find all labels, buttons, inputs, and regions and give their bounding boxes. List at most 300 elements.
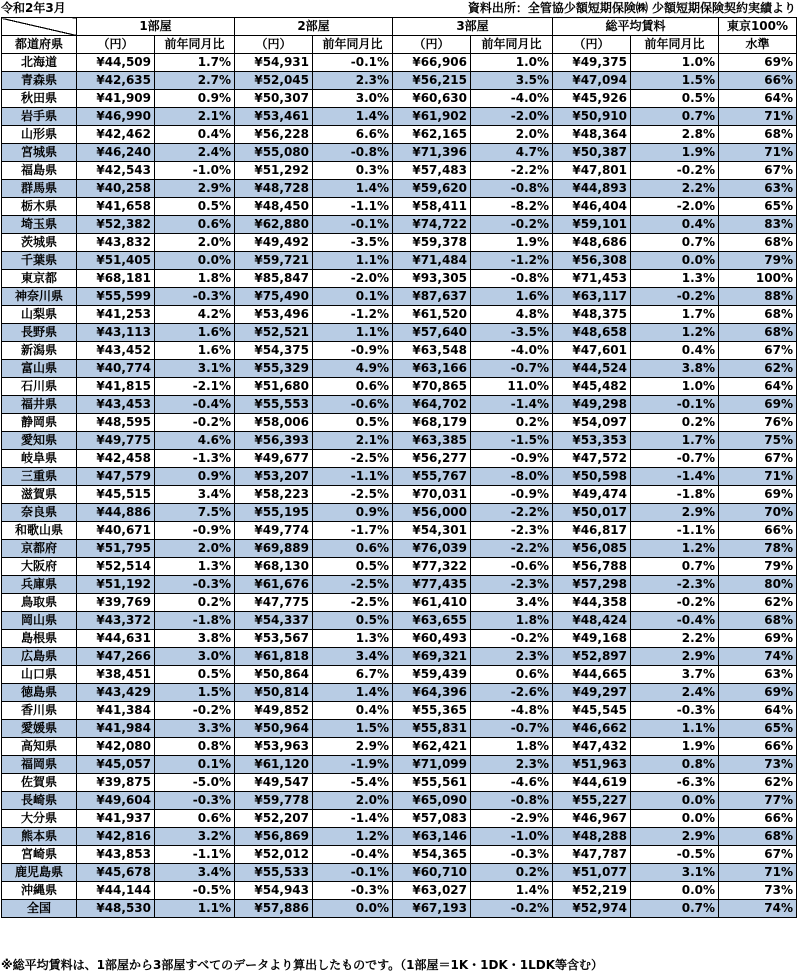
yoy-3-cell: -8.0% <box>471 468 553 486</box>
rent-3-cell: ¥57,640 <box>393 324 471 342</box>
pref-cell: 熊本県 <box>2 828 77 846</box>
avg-rent-cell: ¥55,227 <box>553 792 631 810</box>
yoy-avg-cell: 0.4% <box>631 216 719 234</box>
avg-rent-cell: ¥56,788 <box>553 558 631 576</box>
pref-cell: 鳥取県 <box>2 594 77 612</box>
yoy-avg-cell: 2.8% <box>631 126 719 144</box>
header-row-2 <box>2 36 797 54</box>
yoy-1-cell: -1.3% <box>155 450 235 468</box>
avg-rent-cell: ¥48,288 <box>553 828 631 846</box>
yoy-1-cell: 3.4% <box>155 864 235 882</box>
yoy-1-cell: 2.9% <box>155 180 235 198</box>
yoy-1-cell: 3.2% <box>155 828 235 846</box>
rent-1-cell: ¥40,774 <box>77 360 155 378</box>
yoy-2-cell: 0.5% <box>313 558 393 576</box>
rent-2-cell: ¥61,818 <box>235 648 313 666</box>
avg-rent-cell: ¥51,963 <box>553 756 631 774</box>
yoy-avg-cell: 0.0% <box>631 252 719 270</box>
pref-cell: 神奈川県 <box>2 288 77 306</box>
pref-cell: 全国 <box>2 900 77 918</box>
yoy-2-cell: 3.4% <box>313 648 393 666</box>
table-row <box>2 324 797 342</box>
rent-3-cell: ¥63,146 <box>393 828 471 846</box>
rent-2-cell: ¥55,195 <box>235 504 313 522</box>
pref-cell: 和歌山県 <box>2 522 77 540</box>
yoy-1-cell: 4.2% <box>155 306 235 324</box>
yoy-3-cell: -0.7% <box>471 720 553 738</box>
pref-cell: 岩手県 <box>2 108 77 126</box>
yoy-3-cell: 4.8% <box>471 306 553 324</box>
rent-2-cell: ¥47,775 <box>235 594 313 612</box>
yoy-avg-cell: 1.7% <box>631 432 719 450</box>
yoy-1-cell: 3.8% <box>155 630 235 648</box>
yoy-avg-cell: 1.2% <box>631 324 719 342</box>
yoy-avg-cell: -2.3% <box>631 576 719 594</box>
yoy-3-cell: 0.6% <box>471 666 553 684</box>
rent-2-cell: ¥56,869 <box>235 828 313 846</box>
yoy-1-cell: 1.6% <box>155 342 235 360</box>
yoy-3-cell: -3.5% <box>471 324 553 342</box>
rent-3-cell: ¥61,902 <box>393 108 471 126</box>
pref-cell: 奈良県 <box>2 504 77 522</box>
tokyo-level-cell: 68% <box>719 234 797 252</box>
yoy-3-cell: 1.4% <box>471 882 553 900</box>
avg-rent-cell: ¥44,524 <box>553 360 631 378</box>
yoy-2-cell: 2.3% <box>313 72 393 90</box>
yoy-2-cell: 0.6% <box>313 540 393 558</box>
yoy-avg-cell: 3.1% <box>631 864 719 882</box>
yoy-3-cell: -0.8% <box>471 180 553 198</box>
yoy-avg-cell: 1.1% <box>631 720 719 738</box>
pref-cell: 千葉県 <box>2 252 77 270</box>
rent-1-cell: ¥40,258 <box>77 180 155 198</box>
rent-2-cell: ¥56,393 <box>235 432 313 450</box>
yoy-2-cell: -0.1% <box>313 864 393 882</box>
rent-3-cell: ¥57,083 <box>393 810 471 828</box>
table-row <box>2 774 797 792</box>
rent-1-cell: ¥45,515 <box>77 486 155 504</box>
yoy-2-cell: 0.0% <box>313 900 393 918</box>
yoy-2-cell: -1.2% <box>313 306 393 324</box>
rent-2-cell: ¥50,864 <box>235 666 313 684</box>
tokyo-level-cell: 69% <box>719 396 797 414</box>
yoy-avg-cell: -0.3% <box>631 702 719 720</box>
tokyo-level-cell: 67% <box>719 342 797 360</box>
rent-2-cell: ¥52,012 <box>235 846 313 864</box>
rent-3-cell: ¥59,439 <box>393 666 471 684</box>
tokyo-level-cell: 79% <box>719 252 797 270</box>
rent-2-cell: ¥49,547 <box>235 774 313 792</box>
source-label: 資料出所：全管協少額短期保険㈱ 少額短期保険契約実績より <box>467 1 796 15</box>
yoy-1-cell: 3.0% <box>155 648 235 666</box>
pref-cell: 福岡県 <box>2 756 77 774</box>
rent-1-cell: ¥55,599 <box>77 288 155 306</box>
rent-1-cell: ¥51,795 <box>77 540 155 558</box>
tokyo-level-cell: 63% <box>719 180 797 198</box>
yoy-avg-cell: 2.9% <box>631 828 719 846</box>
yoy-1-cell: 1.3% <box>155 558 235 576</box>
yoy-1-cell: 2.1% <box>155 108 235 126</box>
footnote: ※総平均賃料は、1部屋から3部屋すべてのデータより算出したものです。（1部屋＝1K・1DK・1LDK等含む） <box>1 958 604 972</box>
rent-2-cell: ¥53,461 <box>235 108 313 126</box>
tokyo-level-cell: 100% <box>719 270 797 288</box>
yoy-avg-cell: 0.0% <box>631 882 719 900</box>
rent-3-cell: ¥70,031 <box>393 486 471 504</box>
header-yoy-2: 前年同月比 <box>313 36 393 54</box>
tokyo-level-cell: 62% <box>719 360 797 378</box>
pref-cell: 岐阜県 <box>2 450 77 468</box>
rent-2-cell: ¥53,963 <box>235 738 313 756</box>
yoy-avg-cell: 1.7% <box>631 306 719 324</box>
table-row <box>2 828 797 846</box>
rent-3-cell: ¥64,396 <box>393 684 471 702</box>
pref-cell: 京都府 <box>2 540 77 558</box>
yoy-avg-cell: 2.9% <box>631 504 719 522</box>
table-row <box>2 198 797 216</box>
yoy-3-cell: 0.2% <box>471 414 553 432</box>
pref-cell: 大阪府 <box>2 558 77 576</box>
yoy-3-cell: -4.0% <box>471 342 553 360</box>
table-row <box>2 630 797 648</box>
table-row <box>2 180 797 198</box>
rent-3-cell: ¥56,277 <box>393 450 471 468</box>
yoy-2-cell: -3.5% <box>313 234 393 252</box>
yoy-1-cell: -0.2% <box>155 702 235 720</box>
rent-2-cell: ¥54,375 <box>235 342 313 360</box>
yoy-2-cell: -0.3% <box>313 882 393 900</box>
avg-rent-cell: ¥48,686 <box>553 234 631 252</box>
rent-3-cell: ¥62,165 <box>393 126 471 144</box>
table-row <box>2 72 797 90</box>
table-row <box>2 252 797 270</box>
yoy-1-cell: 1.7% <box>155 54 235 72</box>
yoy-avg-cell: 0.2% <box>631 414 719 432</box>
rent-3-cell: ¥65,090 <box>393 792 471 810</box>
yoy-1-cell: -0.2% <box>155 414 235 432</box>
yoy-3-cell: -0.2% <box>471 900 553 918</box>
pref-cell: 高知県 <box>2 738 77 756</box>
yoy-3-cell: -0.2% <box>471 216 553 234</box>
rent-2-cell: ¥69,889 <box>235 540 313 558</box>
yoy-2-cell: 2.0% <box>313 792 393 810</box>
yoy-3-cell: 1.6% <box>471 288 553 306</box>
rent-1-cell: ¥41,984 <box>77 720 155 738</box>
table-row <box>2 756 797 774</box>
avg-rent-cell: ¥50,910 <box>553 108 631 126</box>
yoy-3-cell: -8.2% <box>471 198 553 216</box>
yoy-1-cell: 0.8% <box>155 738 235 756</box>
pref-cell: 栃木県 <box>2 198 77 216</box>
yoy-avg-cell: -0.2% <box>631 162 719 180</box>
rent-1-cell: ¥46,240 <box>77 144 155 162</box>
rent-2-cell: ¥54,931 <box>235 54 313 72</box>
rent-1-cell: ¥42,816 <box>77 828 155 846</box>
avg-rent-cell: ¥49,298 <box>553 396 631 414</box>
tokyo-level-cell: 64% <box>719 702 797 720</box>
tokyo-level-cell: 67% <box>719 846 797 864</box>
yoy-2-cell: -1.9% <box>313 756 393 774</box>
rent-1-cell: ¥42,635 <box>77 72 155 90</box>
table-row <box>2 144 797 162</box>
pref-cell: 静岡県 <box>2 414 77 432</box>
tokyo-level-cell: 78% <box>719 540 797 558</box>
yoy-2-cell: -2.5% <box>313 450 393 468</box>
header-1-room: 1部屋 <box>77 18 235 36</box>
yoy-1-cell: 1.6% <box>155 324 235 342</box>
rent-2-cell: ¥68,130 <box>235 558 313 576</box>
pref-cell: 岡山県 <box>2 612 77 630</box>
yoy-2-cell: -1.7% <box>313 522 393 540</box>
rent-2-cell: ¥50,964 <box>235 720 313 738</box>
yoy-3-cell: 3.5% <box>471 72 553 90</box>
avg-rent-cell: ¥48,364 <box>553 126 631 144</box>
yoy-3-cell: -0.6% <box>471 558 553 576</box>
pref-cell: 福島県 <box>2 162 77 180</box>
yoy-1-cell: 1.1% <box>155 900 235 918</box>
yoy-avg-cell: -0.7% <box>631 450 719 468</box>
yoy-3-cell: -1.0% <box>471 828 553 846</box>
table-row <box>2 792 797 810</box>
rent-3-cell: ¥62,421 <box>393 738 471 756</box>
tokyo-level-cell: 62% <box>719 594 797 612</box>
tokyo-level-cell: 70% <box>719 504 797 522</box>
rent-1-cell: ¥44,144 <box>77 882 155 900</box>
yoy-2-cell: 1.1% <box>313 252 393 270</box>
yoy-2-cell: -0.1% <box>313 54 393 72</box>
pref-cell: 宮城県 <box>2 144 77 162</box>
tokyo-level-cell: 77% <box>719 792 797 810</box>
tokyo-level-cell: 68% <box>719 324 797 342</box>
rent-3-cell: ¥93,305 <box>393 270 471 288</box>
yoy-3-cell: -1.2% <box>471 252 553 270</box>
table-row <box>2 162 797 180</box>
rent-2-cell: ¥75,490 <box>235 288 313 306</box>
yoy-2-cell: -2.5% <box>313 576 393 594</box>
tokyo-level-cell: 66% <box>719 522 797 540</box>
table-row <box>2 468 797 486</box>
rent-3-cell: ¥59,378 <box>393 234 471 252</box>
yoy-2-cell: -5.4% <box>313 774 393 792</box>
rent-table <box>1 17 797 918</box>
table-row <box>2 432 797 450</box>
pref-cell: 愛媛県 <box>2 720 77 738</box>
yoy-2-cell: 1.3% <box>313 630 393 648</box>
rent-3-cell: ¥67,193 <box>393 900 471 918</box>
yoy-2-cell: -2.0% <box>313 270 393 288</box>
yoy-avg-cell: -0.2% <box>631 288 719 306</box>
avg-rent-cell: ¥47,432 <box>553 738 631 756</box>
yoy-1-cell: 1.5% <box>155 684 235 702</box>
yoy-3-cell: 2.3% <box>471 756 553 774</box>
yoy-1-cell: -1.1% <box>155 846 235 864</box>
avg-rent-cell: ¥52,897 <box>553 648 631 666</box>
rent-2-cell: ¥52,207 <box>235 810 313 828</box>
rent-2-cell: ¥52,045 <box>235 72 313 90</box>
pref-cell: 長野県 <box>2 324 77 342</box>
yoy-1-cell: -0.3% <box>155 792 235 810</box>
rent-2-cell: ¥53,207 <box>235 468 313 486</box>
rent-3-cell: ¥59,620 <box>393 180 471 198</box>
yoy-1-cell: 0.0% <box>155 252 235 270</box>
rent-2-cell: ¥52,521 <box>235 324 313 342</box>
table-row <box>2 720 797 738</box>
yoy-3-cell: -4.6% <box>471 774 553 792</box>
avg-rent-cell: ¥47,601 <box>553 342 631 360</box>
yoy-1-cell: 0.5% <box>155 666 235 684</box>
yoy-3-cell: -2.6% <box>471 684 553 702</box>
rent-3-cell: ¥60,630 <box>393 90 471 108</box>
yoy-3-cell: -1.4% <box>471 396 553 414</box>
table-row <box>2 882 797 900</box>
avg-rent-cell: ¥49,474 <box>553 486 631 504</box>
yoy-3-cell: 3.4% <box>471 594 553 612</box>
rent-3-cell: ¥55,561 <box>393 774 471 792</box>
pref-cell: 島根県 <box>2 630 77 648</box>
yoy-1-cell: 3.1% <box>155 360 235 378</box>
rent-3-cell: ¥54,365 <box>393 846 471 864</box>
yoy-1-cell: -0.5% <box>155 882 235 900</box>
yoy-3-cell: -2.9% <box>471 810 553 828</box>
rent-2-cell: ¥51,292 <box>235 162 313 180</box>
header-level: 水準 <box>719 36 797 54</box>
yoy-1-cell: 2.0% <box>155 234 235 252</box>
avg-rent-cell: ¥44,358 <box>553 594 631 612</box>
table-row <box>2 360 797 378</box>
tokyo-level-cell: 62% <box>719 774 797 792</box>
yoy-avg-cell: 2.4% <box>631 684 719 702</box>
table-row <box>2 846 797 864</box>
avg-rent-cell: ¥46,817 <box>553 522 631 540</box>
yoy-3-cell: -2.2% <box>471 504 553 522</box>
rent-1-cell: ¥41,909 <box>77 90 155 108</box>
yoy-2-cell: -2.5% <box>313 594 393 612</box>
rent-2-cell: ¥55,553 <box>235 396 313 414</box>
avg-rent-cell: ¥48,424 <box>553 612 631 630</box>
avg-rent-cell: ¥47,801 <box>553 162 631 180</box>
rent-2-cell: ¥49,774 <box>235 522 313 540</box>
tokyo-level-cell: 71% <box>719 108 797 126</box>
avg-rent-cell: ¥46,967 <box>553 810 631 828</box>
rent-3-cell: ¥63,655 <box>393 612 471 630</box>
yoy-3-cell: -4.8% <box>471 702 553 720</box>
pref-cell: 茨城県 <box>2 234 77 252</box>
rent-3-cell: ¥71,099 <box>393 756 471 774</box>
yoy-1-cell: 0.6% <box>155 216 235 234</box>
pref-cell: 埼玉県 <box>2 216 77 234</box>
table-row <box>2 810 797 828</box>
rent-3-cell: ¥58,411 <box>393 198 471 216</box>
yoy-avg-cell: -0.4% <box>631 612 719 630</box>
tokyo-level-cell: 67% <box>719 162 797 180</box>
yoy-2-cell: -0.4% <box>313 846 393 864</box>
tokyo-level-cell: 69% <box>719 486 797 504</box>
header-yoy-avg: 前年同月比 <box>631 36 719 54</box>
rent-1-cell: ¥43,113 <box>77 324 155 342</box>
avg-rent-cell: ¥63,117 <box>553 288 631 306</box>
table-row <box>2 234 797 252</box>
rent-1-cell: ¥46,990 <box>77 108 155 126</box>
yoy-avg-cell: 1.3% <box>631 270 719 288</box>
pref-cell: 東京都 <box>2 270 77 288</box>
yoy-3-cell: 1.8% <box>471 612 553 630</box>
rent-3-cell: ¥61,410 <box>393 594 471 612</box>
rent-1-cell: ¥48,595 <box>77 414 155 432</box>
tokyo-level-cell: 65% <box>719 198 797 216</box>
rent-1-cell: ¥43,832 <box>77 234 155 252</box>
tokyo-level-cell: 73% <box>719 882 797 900</box>
yoy-2-cell: 6.6% <box>313 126 393 144</box>
yoy-avg-cell: 1.5% <box>631 72 719 90</box>
yoy-1-cell: -0.9% <box>155 522 235 540</box>
rent-2-cell: ¥54,943 <box>235 882 313 900</box>
avg-rent-cell: ¥47,572 <box>553 450 631 468</box>
rent-1-cell: ¥41,658 <box>77 198 155 216</box>
rent-3-cell: ¥61,520 <box>393 306 471 324</box>
rent-2-cell: ¥59,778 <box>235 792 313 810</box>
tokyo-level-cell: 68% <box>719 126 797 144</box>
yoy-avg-cell: 0.0% <box>631 792 719 810</box>
yoy-2-cell: -0.8% <box>313 144 393 162</box>
avg-rent-cell: ¥48,658 <box>553 324 631 342</box>
rent-2-cell: ¥58,223 <box>235 486 313 504</box>
yoy-2-cell: -0.1% <box>313 216 393 234</box>
yoy-avg-cell: 1.2% <box>631 540 719 558</box>
pref-cell: 秋田県 <box>2 90 77 108</box>
yoy-1-cell: 0.2% <box>155 594 235 612</box>
rent-1-cell: ¥38,451 <box>77 666 155 684</box>
yoy-2-cell: -1.1% <box>313 468 393 486</box>
yoy-avg-cell: -6.3% <box>631 774 719 792</box>
yoy-1-cell: 0.5% <box>155 198 235 216</box>
yoy-avg-cell: -0.1% <box>631 396 719 414</box>
rent-3-cell: ¥55,767 <box>393 468 471 486</box>
yoy-2-cell: 0.5% <box>313 612 393 630</box>
yoy-3-cell: -0.2% <box>471 630 553 648</box>
tokyo-level-cell: 66% <box>719 738 797 756</box>
yoy-2-cell: -0.9% <box>313 342 393 360</box>
pref-cell: 兵庫県 <box>2 576 77 594</box>
avg-rent-cell: ¥57,298 <box>553 576 631 594</box>
rent-2-cell: ¥55,080 <box>235 144 313 162</box>
rent-2-cell: ¥61,120 <box>235 756 313 774</box>
tokyo-level-cell: 88% <box>719 288 797 306</box>
rent-1-cell: ¥47,579 <box>77 468 155 486</box>
yoy-avg-cell: 2.2% <box>631 180 719 198</box>
yoy-3-cell: -2.3% <box>471 522 553 540</box>
yoy-2-cell: 0.4% <box>313 702 393 720</box>
yoy-avg-cell: -2.0% <box>631 198 719 216</box>
yoy-2-cell: 3.0% <box>313 90 393 108</box>
pref-cell: 長崎県 <box>2 792 77 810</box>
rent-3-cell: ¥70,865 <box>393 378 471 396</box>
yoy-1-cell: -1.0% <box>155 162 235 180</box>
yoy-avg-cell: 0.4% <box>631 342 719 360</box>
table-row <box>2 648 797 666</box>
pref-cell: 富山県 <box>2 360 77 378</box>
yoy-3-cell: -0.9% <box>471 450 553 468</box>
rent-3-cell: ¥63,548 <box>393 342 471 360</box>
pref-cell: 沖縄県 <box>2 882 77 900</box>
avg-rent-cell: ¥56,308 <box>553 252 631 270</box>
yoy-avg-cell: 3.7% <box>631 666 719 684</box>
tokyo-level-cell: 69% <box>719 54 797 72</box>
tokyo-level-cell: 71% <box>719 144 797 162</box>
rent-1-cell: ¥48,530 <box>77 900 155 918</box>
header-yoy-1: 前年同月比 <box>155 36 235 54</box>
avg-rent-cell: ¥45,545 <box>553 702 631 720</box>
pref-cell: 福井県 <box>2 396 77 414</box>
avg-rent-cell: ¥59,101 <box>553 216 631 234</box>
